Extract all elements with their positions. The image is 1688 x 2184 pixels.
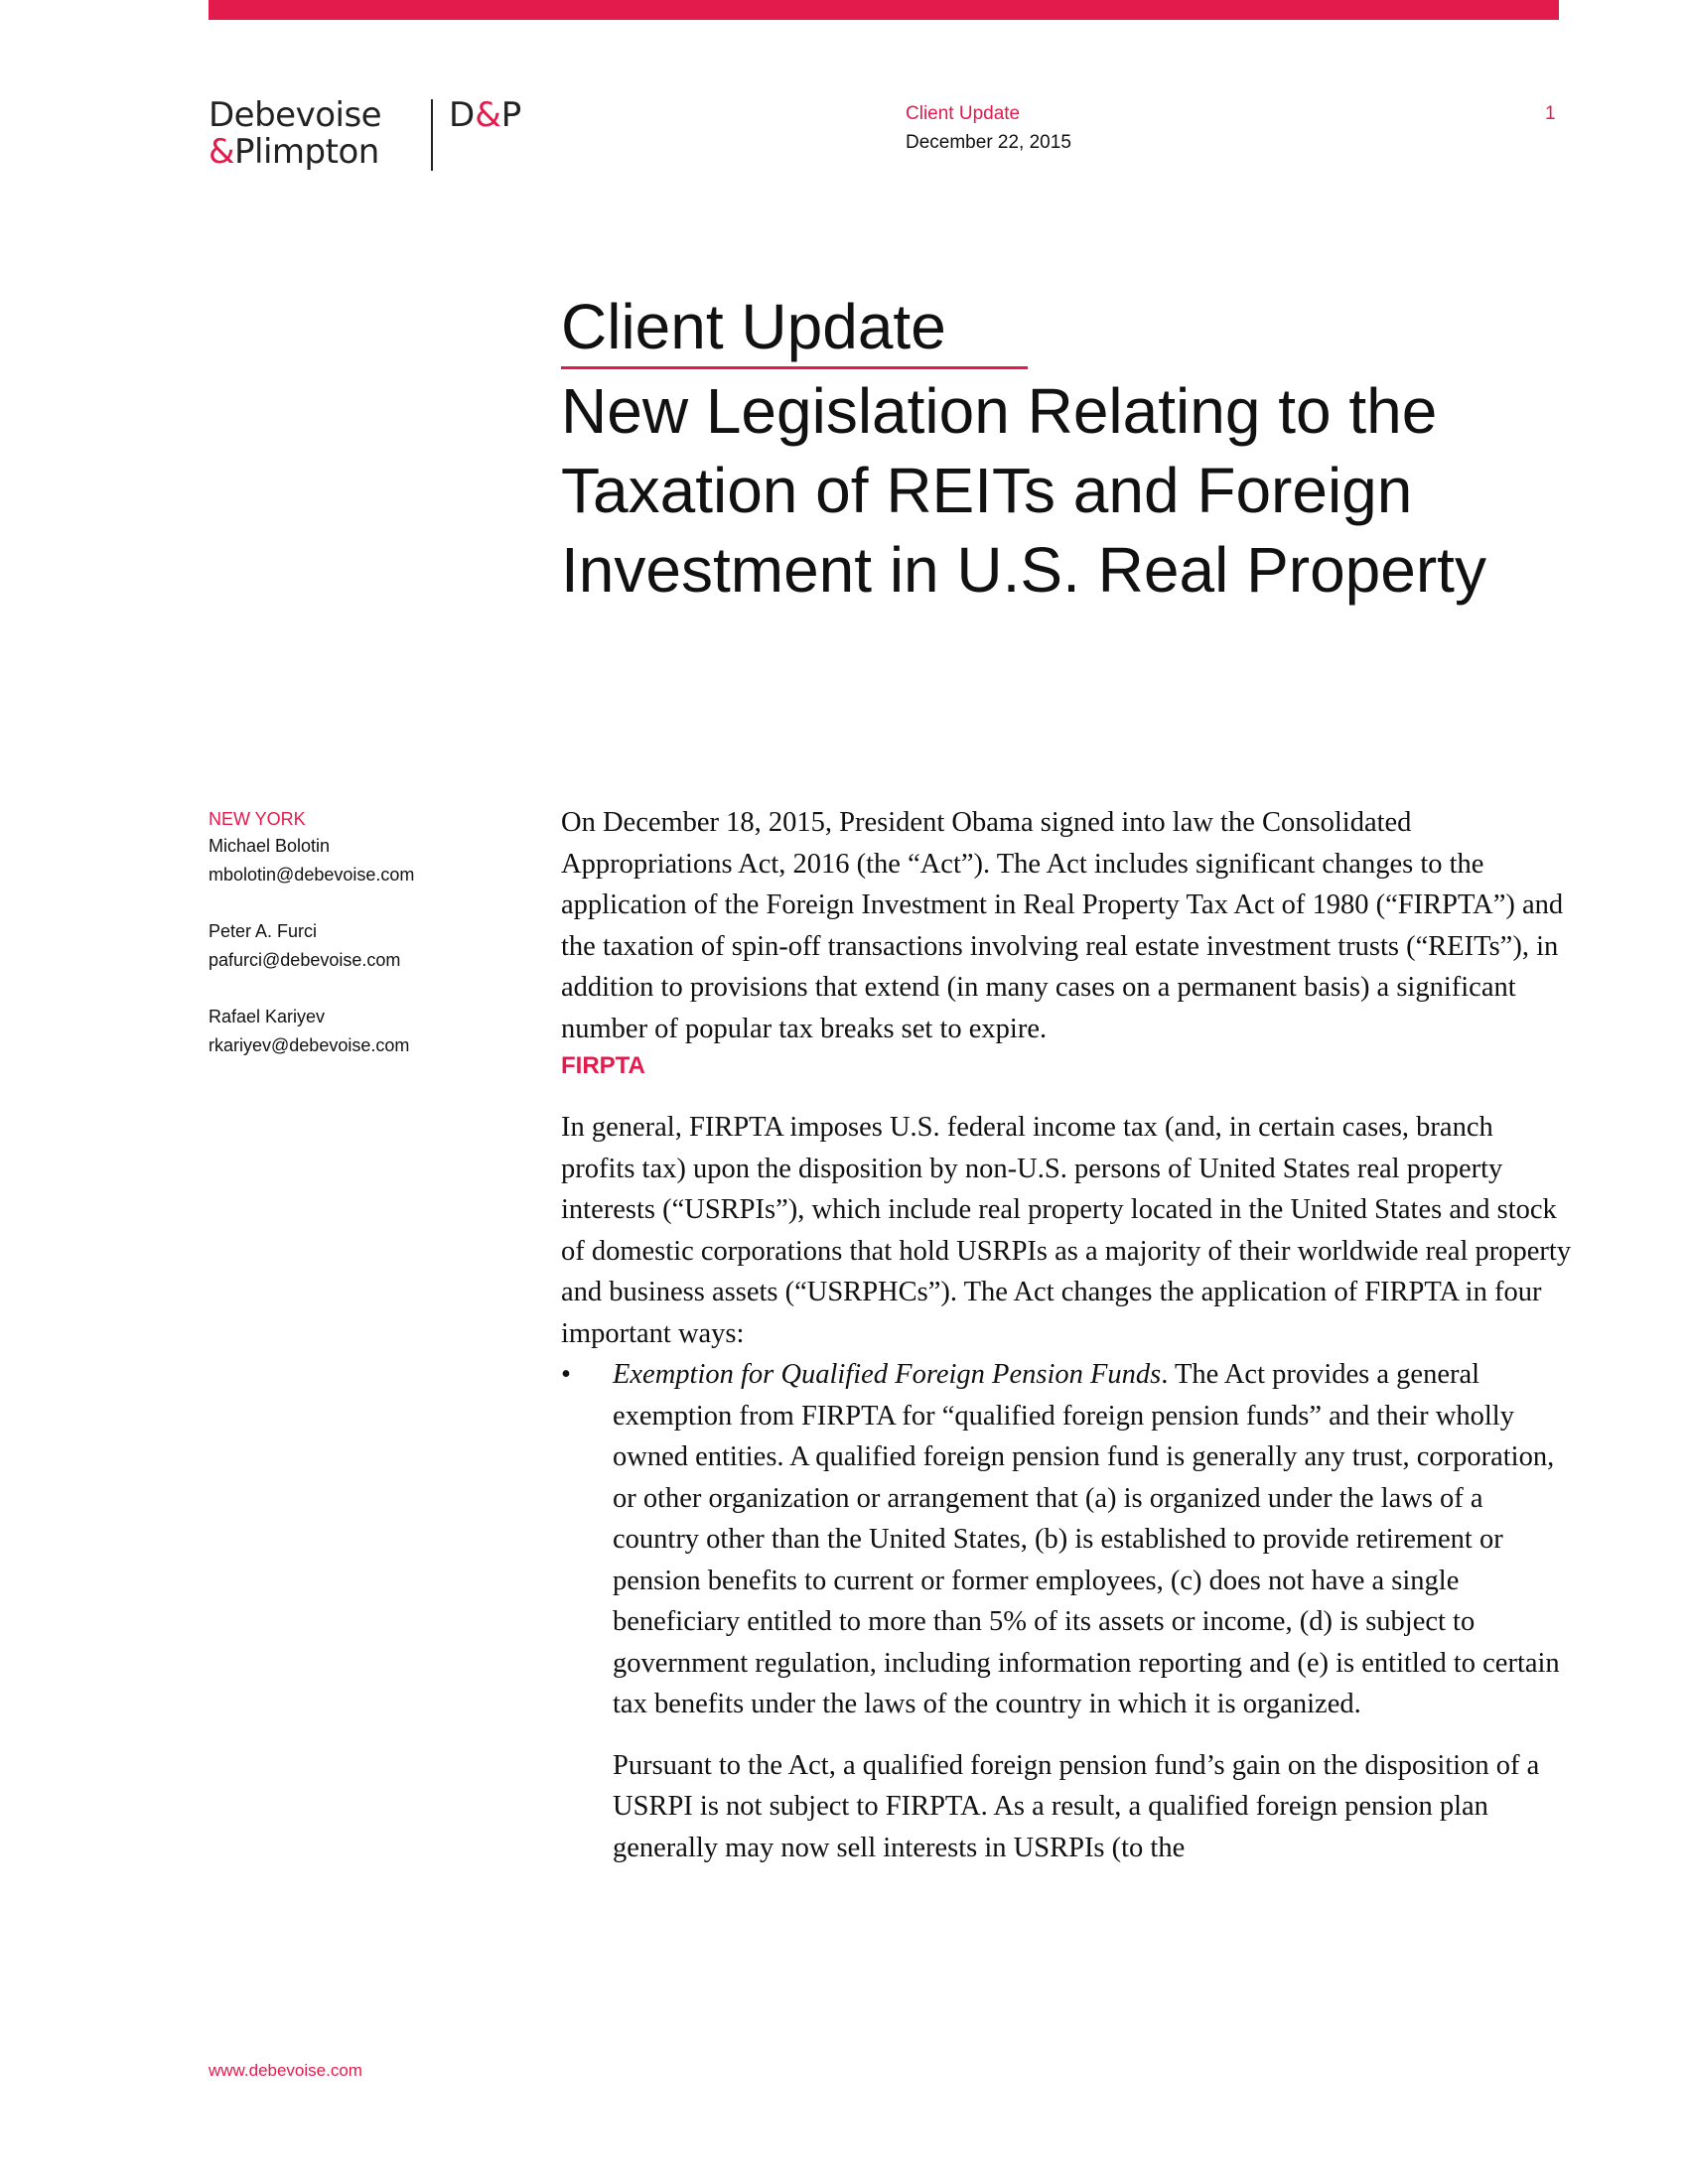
contact-email-link[interactable]: mbolotin@debevoise.com	[209, 865, 415, 885]
top-accent-bar	[209, 0, 1559, 20]
header-doc-label: Client Update	[906, 103, 1021, 124]
logo-monogram-p: P	[500, 95, 522, 135]
contact-name: Rafael Kariyev	[209, 1007, 326, 1026]
logo-line-2-text: Plimpton	[234, 132, 379, 172]
logo-monogram-ampersand: &	[475, 95, 501, 135]
contact-name: Peter A. Furci	[209, 921, 318, 941]
contact-entry	[209, 917, 526, 975]
logo-monogram-d: D	[449, 95, 476, 135]
contact-email-link[interactable]: pafurci@debevoise.com	[209, 950, 401, 970]
document-title: New Legislation Relating to the Taxation of REITs and Foreign Investment in U.S. Real Property	[561, 375, 1486, 606]
office-label: NEW YORK	[209, 809, 306, 829]
logo-ampersand: &	[209, 132, 235, 172]
logo-line-2	[209, 134, 381, 171]
page-number: 1	[1545, 103, 1556, 124]
footer-website-link[interactable]: www.debevoise.com	[209, 2061, 362, 2080]
main-body	[561, 802, 1574, 1868]
bullet-lead-in: Exemption for Qualified Foreign Pension Funds	[613, 1359, 1162, 1390]
bullet-paragraph	[613, 1354, 1574, 1725]
logo-monogram	[449, 97, 521, 134]
contacts-sidebar	[209, 806, 526, 1088]
contact-name: Michael Bolotin	[209, 836, 331, 856]
bullet-marker: •	[561, 1359, 571, 1390]
header-date: December 22, 2015	[906, 132, 1071, 153]
bullet-item	[561, 1354, 1574, 1868]
logo-line-1: Debevoise	[209, 95, 382, 135]
logo-divider	[431, 99, 433, 171]
section-heading-firpta: FIRPTA	[561, 1052, 645, 1079]
intro-paragraph: On December 18, 2015, President Obama signed into law the Consolidated Appropriations Act, 2016 (the “Act”). The Act includes significant changes to the application of the Foreign Investment in Real Property Tax Act of 1980 (“FIRPTA”) and the taxation of spin-off transactions involving real estate investment trusts (“REITs”), in addition to provisions that extend (in many cases on a permanent basis) a significant number of popular tax breaks set to expire.	[561, 807, 1564, 1044]
contact-entry	[209, 832, 526, 889]
firpta-intro-paragraph: In general, FIRPTA imposes U.S. federal income tax (and, in certain cases, branch profits tax) upon the disposition by non-U.S. persons of United States real property interests (“USRPIs”), which include real property located in the United States and stock of domestic corporations that hold USRPIs as a majority of their worldwide real property and business assets (“USRPHCs”). The Act changes the application of FIRPTA in four important ways:	[561, 1112, 1572, 1349]
document-type-underline	[561, 366, 1028, 369]
logo-wordmark	[209, 97, 381, 171]
bullet-continuation-paragraph: Pursuant to the Act, a qualified foreign pension fund’s gain on the disposition of a USRPI is not subject to FIRPTA. As a result, a qualified foreign pension plan generally may now sell interests in USRPIs (to the	[613, 1749, 1540, 1863]
contact-email-link[interactable]: rkariyev@debevoise.com	[209, 1035, 410, 1055]
document-type-heading: Client Update	[561, 291, 946, 362]
contact-entry	[209, 1003, 526, 1060]
bullet-text: . The Act provides a general exemption from FIRPTA for “qualified foreign pension funds” and their wholly owned entities. A qualified foreign pension fund is generally any trust, corporation, or other organization or arrangement that (a) is organized under the laws of a country other than the United States, (b) is established to provide retirement or pension benefits to current or former employees, (c) does not have a single beneficiary entitled to more than 5% of its assets or income, (d) is subject to government regulation, including information reporting and (e) is entitled to certain tax benefits under the laws of the country in which it is organized.	[613, 1359, 1560, 1719]
